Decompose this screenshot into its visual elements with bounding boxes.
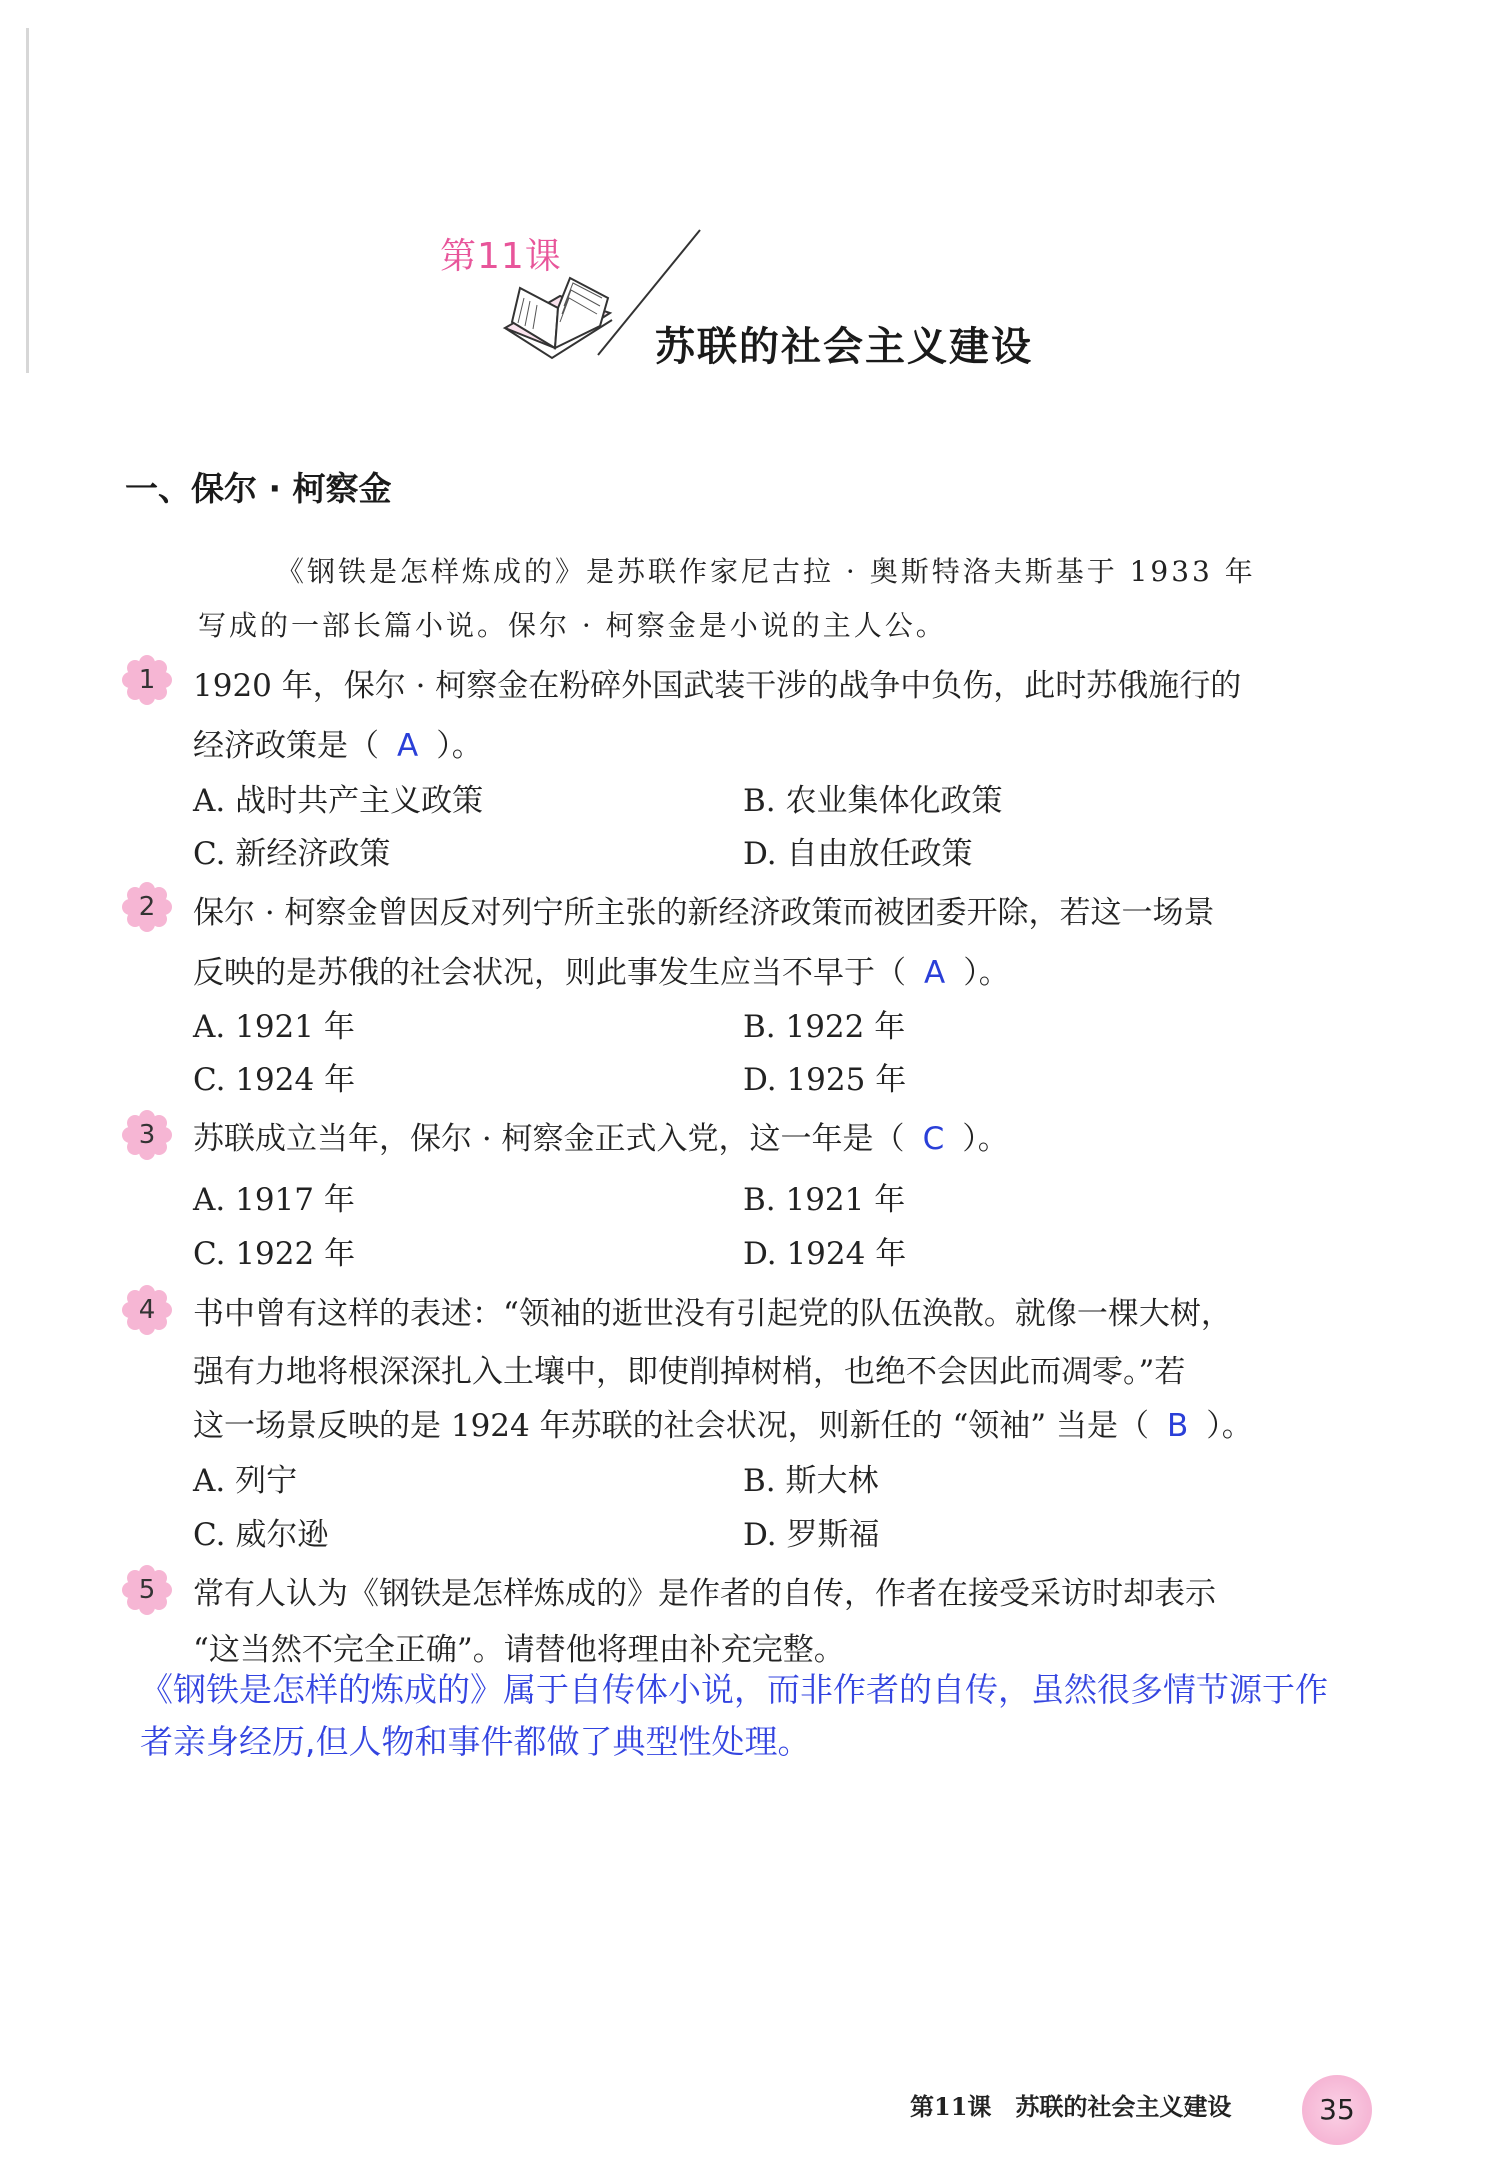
handwritten-answer: 者亲身经历,但人物和事件都做了典型性处理。: [140, 1722, 811, 1761]
option: B. 斯大林: [743, 1463, 879, 1499]
question-text-suffix: ）。: [962, 1121, 1009, 1157]
option: C. 新经济政策: [193, 836, 391, 872]
option: C. 威尔逊: [193, 1517, 329, 1553]
option: B. 农业集体化政策: [743, 783, 1003, 819]
question-number: 3: [138, 1120, 156, 1150]
footer-lesson-title: 第11课 苏联的社会主义建设: [910, 2092, 1232, 2121]
intro-paragraph: [198, 545, 1378, 653]
question-text: [193, 1400, 1253, 1445]
lesson-number: 第11课: [440, 236, 562, 277]
question-text: “这当然不完全正确”。请替他将理由补充完整。: [193, 1632, 845, 1668]
intro-line: 《钢铁是怎样炼成的》是苏联作家尼古拉 · 奥斯特洛夫斯基于 1933 年: [276, 555, 1256, 588]
question-text: 强有力地将根深深扎入土壤中，即使削掉树梢，也绝不会因此而凋零。”若: [193, 1354, 1186, 1390]
page-number: 35: [1319, 2093, 1355, 2126]
question-number: 5: [138, 1575, 156, 1605]
question-text: [193, 720, 483, 765]
option: A. 列宁: [193, 1463, 298, 1499]
option: B. 1922 年: [743, 1009, 906, 1045]
question-text-suffix: ）。: [436, 728, 483, 764]
question-text-prefix: 反映的是苏俄的社会状况，则此事发生应当不早于（: [193, 955, 906, 991]
answer-text: C: [922, 1121, 945, 1157]
answer-text: B: [1167, 1408, 1189, 1444]
question-number: 4: [138, 1295, 156, 1325]
question-text: [193, 947, 1010, 992]
question-text-prefix: 苏联成立当年，保尔 · 柯察金正式入党，这一年是（: [193, 1121, 905, 1157]
option: A. 1917 年: [193, 1182, 355, 1218]
option: B. 1921 年: [743, 1182, 906, 1218]
question-badge: [122, 655, 172, 705]
page-number-badge: [1302, 2075, 1372, 2145]
question-text-suffix: ）。: [963, 955, 1010, 991]
question-text: 保尔 · 柯察金曾因反对列宁所主张的新经济政策而被团委开除，若这一场景: [193, 895, 1215, 931]
question-text-suffix: ）。: [1206, 1408, 1253, 1444]
lesson-title: 苏联的社会主义建设: [655, 324, 1033, 370]
question-text-prefix: 这一场景反映的是 1924 年苏联的社会状况，则新任的 “领袖” 当是（: [193, 1408, 1150, 1444]
intro-line: 写成的一部长篇小说。保尔 · 柯察金是小说的主人公。: [198, 609, 947, 642]
question-number: 2: [138, 892, 156, 922]
question-badge: [122, 1285, 172, 1335]
question-text: 书中曾有这样的表述：“领袖的逝世没有引起党的队伍涣散。就像一棵大树，: [193, 1296, 1232, 1332]
question-badge: [122, 1565, 172, 1615]
option: D. 1925 年: [743, 1062, 907, 1098]
option: D. 自由放任政策: [743, 836, 973, 872]
option: D. 罗斯福: [743, 1517, 880, 1553]
question-badge: [122, 882, 172, 932]
question-number: 1: [138, 665, 156, 695]
answer-text: A: [924, 955, 946, 991]
handwritten-answer: 《钢铁是怎样的炼成的》属于自传体小说，而非作者的自传，虽然很多情节源于作: [140, 1670, 1328, 1709]
option: D. 1924 年: [743, 1236, 907, 1272]
option: A. 战时共产主义政策: [193, 783, 484, 819]
header-divider-line: [0, 0, 1500, 500]
option: C. 1922 年: [193, 1236, 356, 1272]
question-text: [193, 1113, 1009, 1158]
option: C. 1924 年: [193, 1062, 356, 1098]
question-badge: [122, 1110, 172, 1160]
question-text-prefix: 经济政策是（: [193, 728, 379, 764]
section-title: 一、保尔 · 柯察金: [125, 469, 392, 508]
open-book-icon: [500, 268, 620, 378]
answer-text: A: [397, 728, 419, 764]
question-text: 常有人认为《钢铁是怎样炼成的》是作者的自传，作者在接受采访时却表示: [193, 1576, 1216, 1612]
question-text: 1920 年，保尔 · 柯察金在粉碎外国武装干涉的战争中负伤，此时苏俄施行的: [193, 668, 1242, 704]
option: A. 1921 年: [193, 1009, 355, 1045]
